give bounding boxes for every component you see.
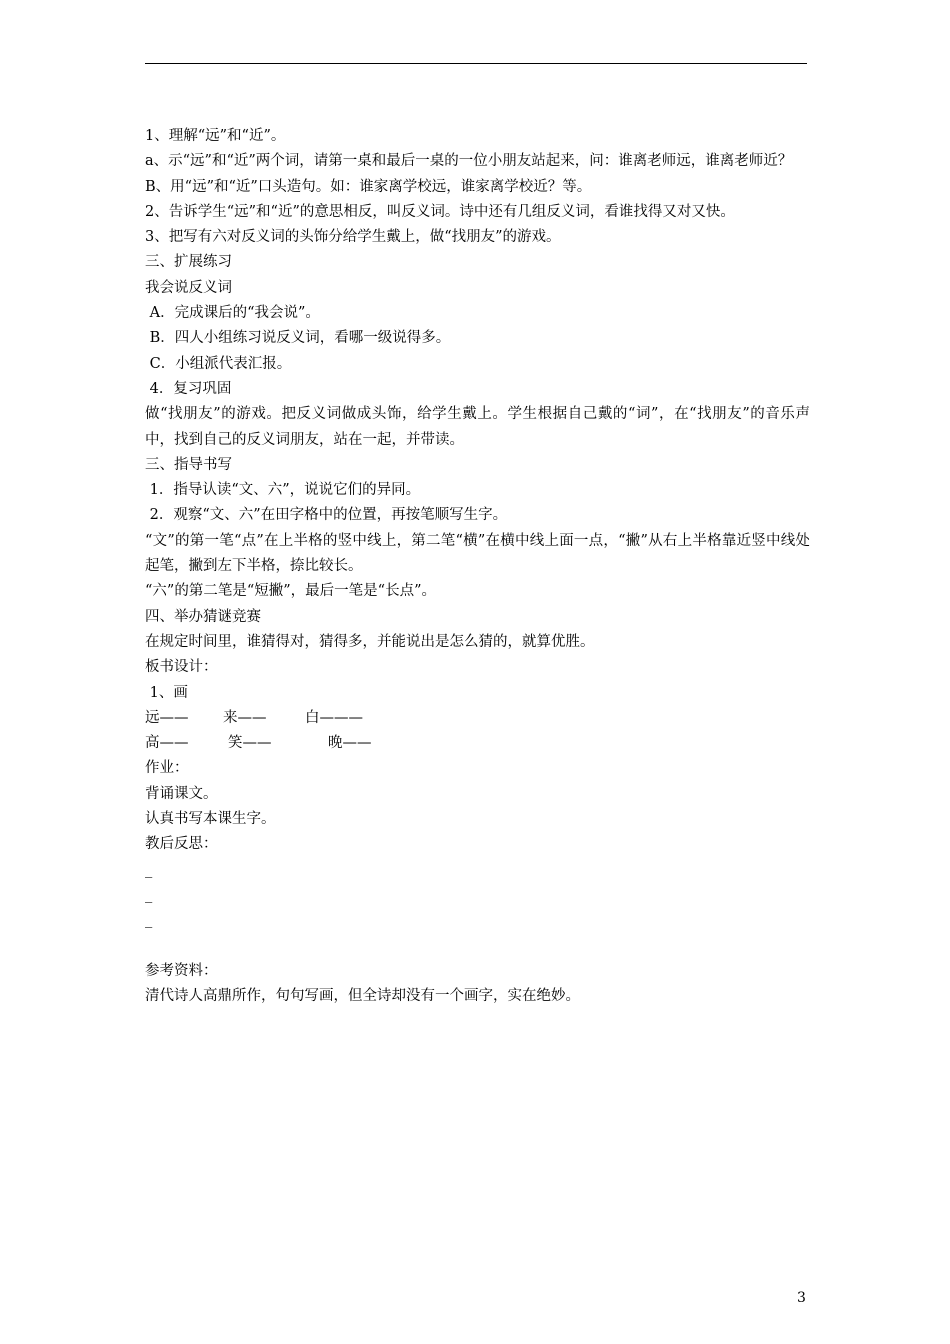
blank-line: _: [145, 861, 153, 878]
board-row: [145, 731, 810, 756]
list-item: C．小组派代表汇报。: [145, 355, 292, 372]
text-line: 3、把写有六对反义词的头饰分给学生戴上，做“找朋友”的游戏。: [145, 229, 561, 246]
text-line: “六”的第二笔是“短撇”，最后一笔是“长点”。: [145, 583, 436, 600]
section-heading: 三、扩展练习: [145, 254, 232, 271]
list-item: 1．指导认读“文、六”，说说它们的异同。: [145, 482, 421, 499]
text-line: 背诵课文。: [145, 785, 218, 802]
page-number: 3: [797, 1290, 806, 1306]
header-rule: [145, 63, 807, 64]
board-cell: 高——: [145, 735, 189, 752]
text-line: 我会说反义词: [145, 279, 232, 296]
text-paragraph: 2、告诉学生“远”和“近”的意思相反，叫反义词。诗中还有几组反义词，看谁找得又对又快。: [145, 203, 735, 220]
text-line: 板书设计：: [145, 659, 218, 676]
list-item: A．完成课后的“我会说”。: [145, 305, 320, 322]
board-cell: 远——: [145, 709, 189, 726]
section-heading: 四、举办猜谜竞赛: [145, 608, 261, 625]
reference-heading: 参考资料：: [145, 962, 218, 979]
list-item: B．四人小组练习说反义词，看哪一级说得多。: [145, 330, 451, 347]
board-cell: 笑——: [228, 735, 272, 752]
section-heading: 三、指导书写: [145, 456, 232, 473]
text-paragraph: 做“找朋友”的游戏。把反义词做成头饰，给学生戴上。学生根据自己戴的“词”，在“找朋友”的音乐声中，找到自己的反义词朋友，站在一起，并带读。: [145, 406, 810, 448]
text-line: 作业：: [145, 760, 189, 777]
blank-line: _: [145, 912, 153, 929]
text-line: 教后反思：: [145, 836, 218, 853]
text-line: 在规定时间里，谁猜得对，猜得多，并能说出是怎么猜的，就算优胜。: [145, 633, 595, 650]
spacer: [145, 934, 810, 959]
text-line: 1、画: [145, 684, 188, 701]
board-row: [145, 706, 810, 731]
board-cell: 晚——: [328, 735, 372, 752]
text-paragraph: a、示“远”和“近”两个词，请第一桌和最后一桌的一位小朋友站起来，问：谁离老师远，谁离老师近？: [145, 153, 793, 170]
text-line: 1、理解“远”和“近”。: [145, 128, 286, 144]
board-cell: 白———: [305, 709, 363, 726]
reference-text: 清代诗人高鼎所作，句句写画，但全诗却没有一个画字，实在绝妙。: [145, 987, 580, 1004]
text-line: 认真书写本课生字。: [145, 811, 276, 828]
text-line: B、用“远”和“近”口头造句。如：谁家离学校远，谁家离学校近？等。: [145, 178, 592, 195]
blank-line: _: [145, 886, 153, 903]
text-paragraph: “文”的第一笔“点”在上半格的竖中线上，第二笔“横”在横中线上面一点，“撇”从右上半格靠近竖中线处起笔，撇到左下半格，捺比较长。: [145, 532, 810, 575]
list-item: 2．观察“文、六”在田字格中的位置，再按笔顺写生字。: [145, 507, 508, 524]
board-cell: 来——: [223, 709, 267, 726]
document-body: [145, 124, 810, 1009]
list-item: 4．复习巩固: [145, 380, 232, 397]
